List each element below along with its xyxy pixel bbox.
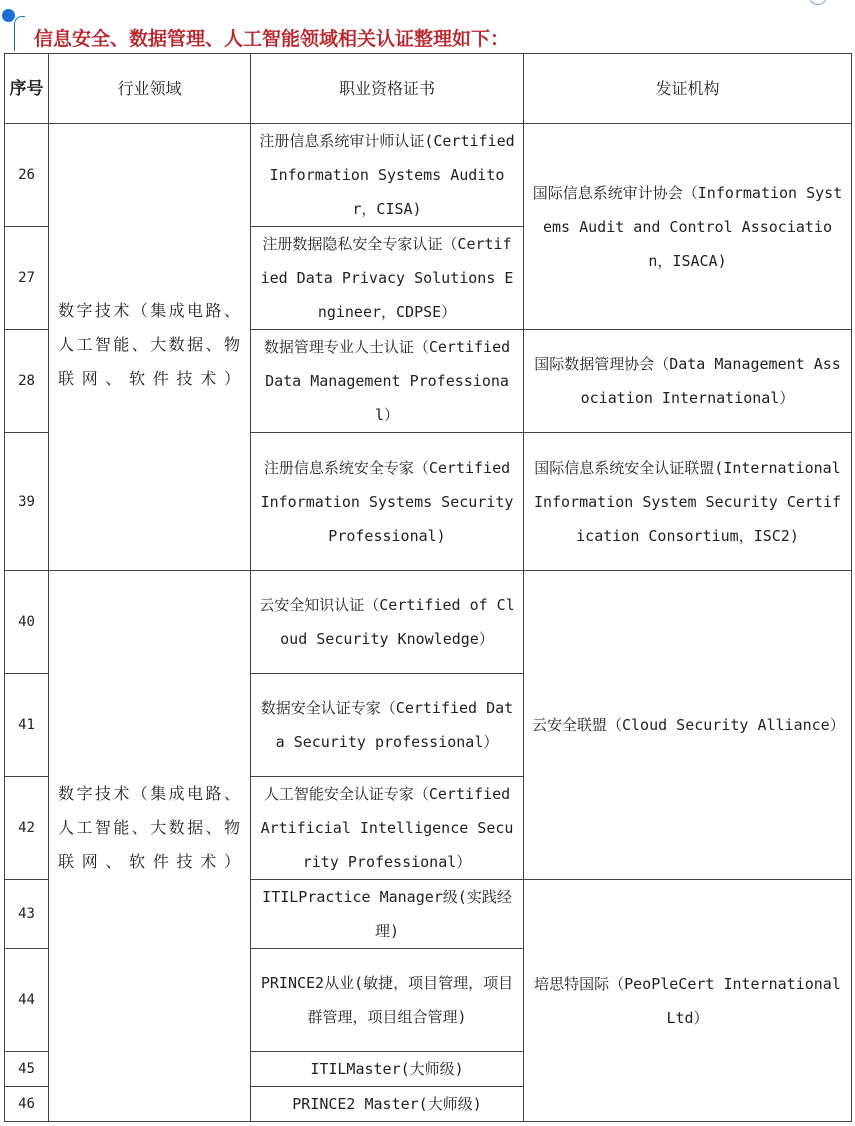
row-number: 40 xyxy=(5,571,49,674)
certificate-cell: 注册信息系统安全专家（Certified Information Systems Security Professional) xyxy=(251,433,524,571)
industry-text: 数字技术（集成电路、人工智能、大数据、物联网、软件技术） xyxy=(58,301,241,388)
row-number: 27 xyxy=(5,227,49,330)
certificate-cell: 注册信息系统审计师认证(Certified Information Systems Auditor，CISA) xyxy=(251,124,524,227)
row-number: 26 xyxy=(5,124,49,227)
certification-table xyxy=(4,53,852,1122)
issuer-cell: 培思特国际（PeoPleCert International Ltd） xyxy=(524,880,852,1122)
certificate-cell: ITILPractice Manager级(实践经理) xyxy=(251,880,524,949)
certificate-cell: PRINCE2从业(敏捷，项目管理，项目群管理，项目组合管理) xyxy=(251,949,524,1052)
industry-text: 数字技术（集成电路、人工智能、大数据、物联网、软件技术） xyxy=(58,784,241,871)
certificate-cell: ITILMaster(大师级) xyxy=(251,1052,524,1087)
row-number: 28 xyxy=(5,330,49,433)
header-industry: 行业领域 xyxy=(49,54,251,124)
header-seq: 序号 xyxy=(5,54,49,124)
row-number: 43 xyxy=(5,880,49,949)
certificate-cell: 数据管理专业人士认证（Certified Data Management Professional） xyxy=(251,330,524,433)
certificate-cell: 人工智能安全认证专家（Certified Artificial Intelligence Security Professional） xyxy=(251,777,524,880)
certificate-cell: 云安全知识认证（Certified of Cloud Security Knowledge） xyxy=(251,571,524,674)
header-certificate: 职业资格证书 xyxy=(251,54,524,124)
issuer-cell: 国际信息系统审计协会（Information Systems Audit and Control Association，ISACA) xyxy=(524,124,852,330)
row-number: 44 xyxy=(5,949,49,1052)
table-row xyxy=(5,124,852,227)
corner-decoration xyxy=(809,0,827,5)
issuer-cell: 国际数据管理协会（Data Management Association International） xyxy=(524,330,852,433)
industry-cell xyxy=(49,571,251,1122)
bullet-dot-icon xyxy=(2,9,15,22)
bullet-line-decoration xyxy=(14,16,25,51)
table-row xyxy=(5,571,852,674)
row-number: 39 xyxy=(5,433,49,571)
certificate-cell: 数据安全认证专家（Certified Data Security professional） xyxy=(251,674,524,777)
row-number: 42 xyxy=(5,777,49,880)
table-header-row xyxy=(5,54,852,124)
issuer-cell: 国际信息系统安全认证联盟(International Information System Security Certification Consortium，ISC2) xyxy=(524,433,852,571)
row-number: 45 xyxy=(5,1052,49,1087)
header-issuer: 发证机构 xyxy=(524,54,852,124)
certificate-cell: 注册数据隐私安全专家认证（Certified Data Privacy Solutions Engineer，CDPSE） xyxy=(251,227,524,330)
industry-cell xyxy=(49,124,251,571)
row-number: 46 xyxy=(5,1087,49,1122)
row-number: 41 xyxy=(5,674,49,777)
section-heading: 信息安全、数据管理、人工智能领域相关认证整理如下： xyxy=(34,28,510,50)
issuer-cell: 云安全联盟（Cloud Security Alliance） xyxy=(524,571,852,880)
certificate-cell: PRINCE2 Master(大师级) xyxy=(251,1087,524,1122)
